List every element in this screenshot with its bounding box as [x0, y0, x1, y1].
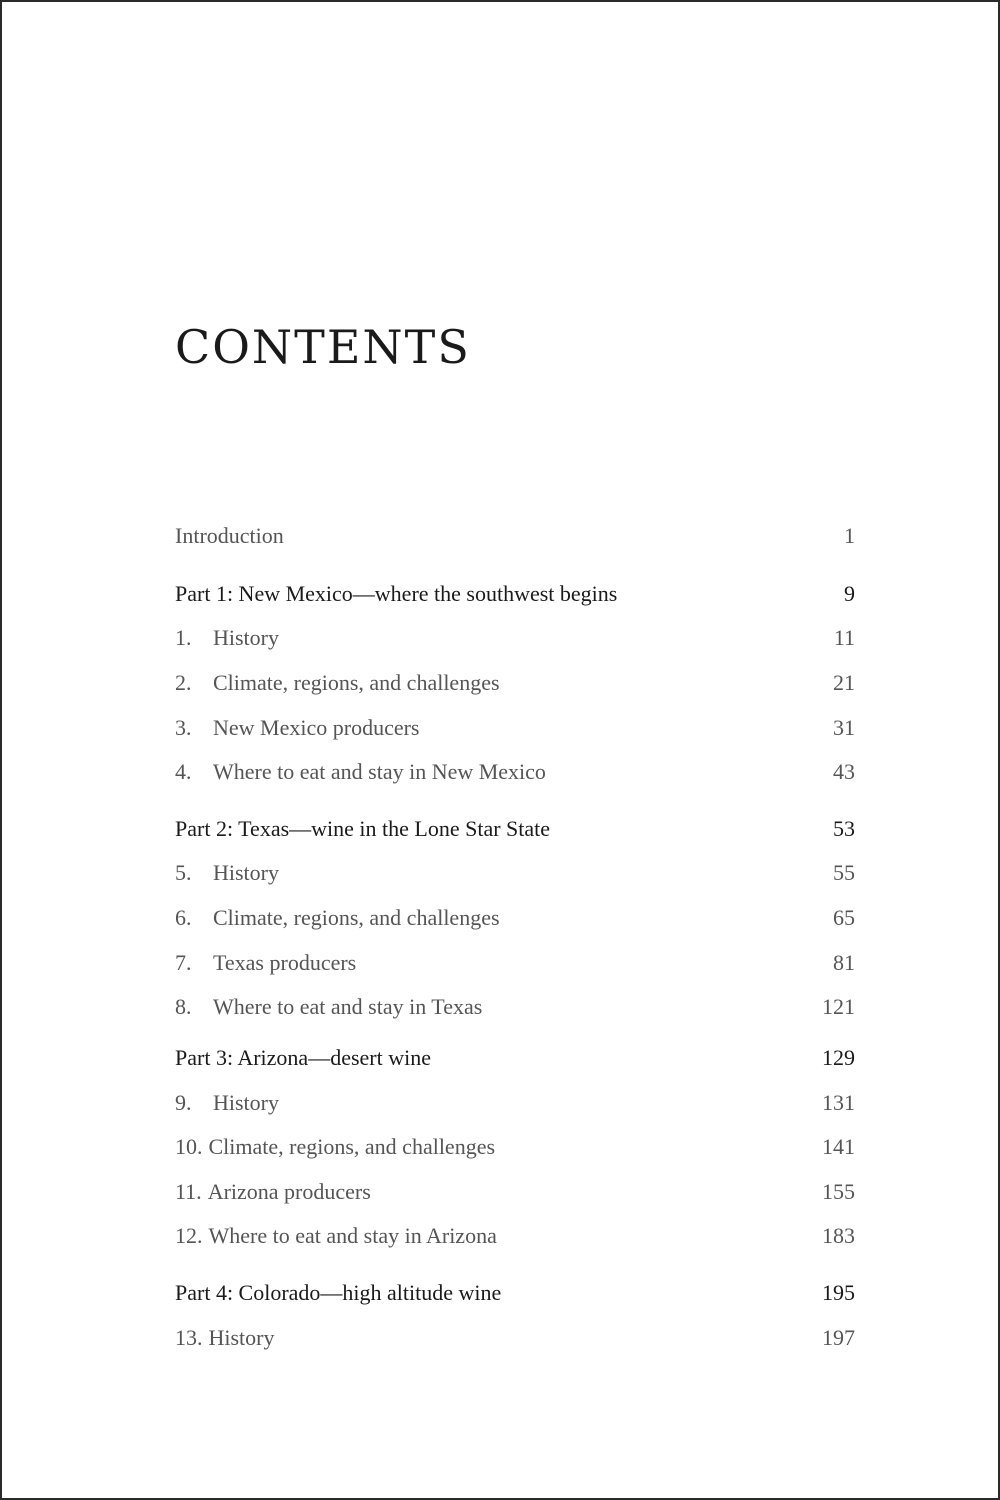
toc-entry-label: Introduction	[175, 523, 284, 548]
toc-page-number: 31	[833, 715, 855, 740]
toc-chapter-entry	[175, 711, 855, 745]
toc-chapter-number: 4.	[175, 759, 192, 784]
toc-entry-label: History	[208, 1325, 275, 1350]
toc-intro-entry	[175, 519, 855, 553]
toc-chapter-number: 10.	[175, 1134, 203, 1159]
toc-chapter-entry	[175, 901, 855, 935]
toc-entry-label: Where to eat and stay in Texas	[213, 994, 483, 1019]
toc-chapter-number: 13.	[175, 1325, 203, 1350]
toc-chapter-number: 11.	[175, 1179, 202, 1204]
toc-chapter-entry	[175, 990, 855, 1024]
toc-chapter-entry	[175, 666, 855, 700]
toc-entry-label: Part 2: Texas—wine in the Lone Star State	[175, 816, 551, 841]
toc-entry-label: History	[213, 625, 279, 650]
toc-entry-label: Climate, regions, and challenges	[213, 670, 500, 695]
toc-page-number: 55	[833, 860, 855, 885]
toc-page-number: 53	[833, 816, 855, 841]
toc-entry-label: History	[213, 1090, 279, 1115]
toc-page-number: 9	[844, 581, 855, 606]
toc-entry-label: Where to eat and stay in New Mexico	[213, 759, 546, 784]
toc-chapter-entry	[175, 1130, 855, 1164]
toc-part-entry	[175, 577, 855, 611]
toc-entry-label: Texas producers	[213, 950, 357, 975]
toc-part-entry	[175, 1041, 855, 1075]
toc-page-number: 197	[822, 1325, 855, 1350]
toc-chapter-entry	[175, 1219, 855, 1253]
toc-chapter-entry	[175, 755, 855, 789]
toc-chapter-entry	[175, 621, 855, 655]
toc-chapter-entry	[175, 946, 855, 980]
toc-page-number: 1	[844, 523, 855, 548]
toc-part-entry	[175, 1276, 855, 1310]
toc-chapter-number: 1.	[175, 625, 192, 650]
toc-entry-label: Climate, regions, and challenges	[208, 1134, 496, 1159]
toc-chapter-entry	[175, 1321, 855, 1355]
page-title: CONTENTS	[175, 320, 471, 374]
toc-chapter-entry	[175, 856, 855, 890]
toc-chapter-number: 5.	[175, 860, 192, 885]
toc-page-number: 43	[833, 759, 855, 784]
toc-chapter-number: 2.	[175, 670, 192, 695]
toc-chapter-entry	[175, 1175, 855, 1209]
toc-chapter-number: 6.	[175, 905, 192, 930]
toc-chapter-number: 7.	[175, 950, 192, 975]
toc-page-number: 21	[833, 670, 855, 695]
toc-entry-label: Where to eat and stay in Arizona	[208, 1223, 497, 1248]
toc-page-number: 183	[822, 1223, 855, 1248]
toc-page-number: 65	[833, 905, 855, 930]
toc-page-number: 11	[833, 625, 855, 650]
toc-page-number: 129	[822, 1045, 855, 1070]
toc-entry-label: Part 4: Colorado—high altitude wine	[175, 1280, 502, 1305]
toc-chapter-number: 12.	[175, 1223, 203, 1248]
toc-entry-label: Arizona producers	[207, 1179, 371, 1204]
toc-chapter-entry	[175, 1086, 855, 1120]
toc-page-number: 141	[822, 1134, 855, 1159]
toc-page-number: 131	[822, 1090, 855, 1115]
toc-page-number: 155	[822, 1179, 855, 1204]
toc-entry-label: New Mexico producers	[213, 715, 420, 740]
toc-part-entry	[175, 812, 855, 846]
toc-chapter-number: 8.	[175, 994, 192, 1019]
toc-chapter-number: 9.	[175, 1090, 192, 1115]
toc-page-number: 81	[833, 950, 855, 975]
toc-entry-label: Part 1: New Mexico—where the southwest begins	[175, 581, 618, 606]
toc-page-number: 121	[822, 994, 855, 1019]
toc-entry-label: Climate, regions, and challenges	[213, 905, 500, 930]
toc-chapter-number: 3.	[175, 715, 192, 740]
toc-entry-label: Part 3: Arizona—desert wine	[175, 1045, 431, 1070]
toc-page-number: 195	[822, 1280, 855, 1305]
toc-entry-label: History	[213, 860, 279, 885]
